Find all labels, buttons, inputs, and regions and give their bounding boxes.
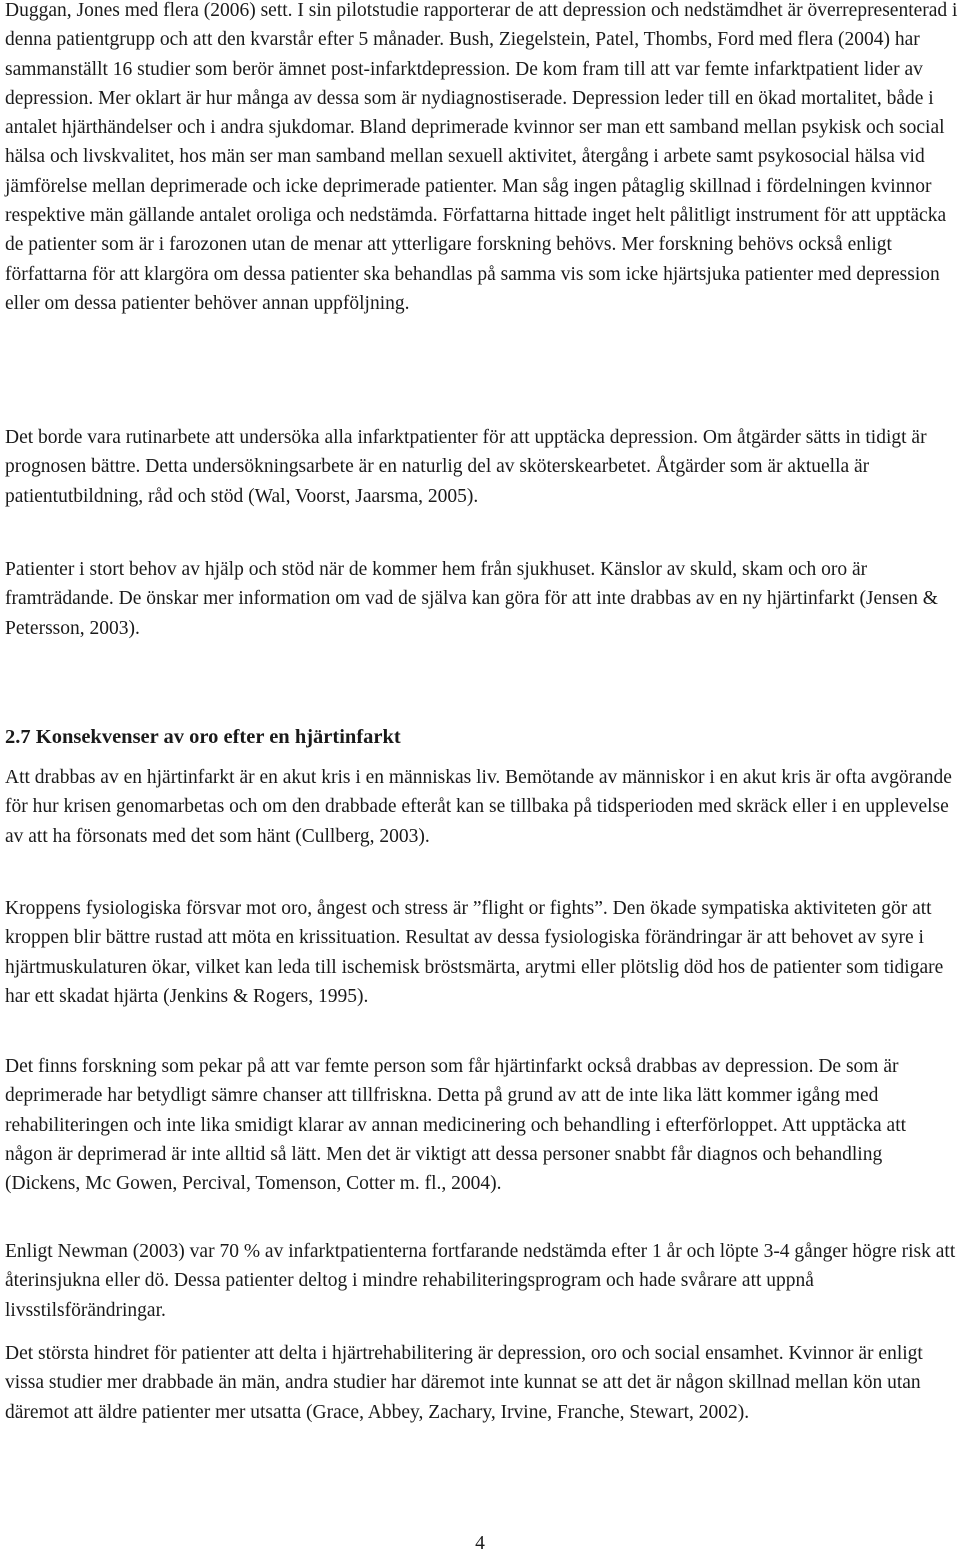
section-heading: 2.7 Konsekvenser av oro efter en hjärtinfarkt — [5, 726, 401, 748]
page-number: 4 — [475, 1533, 485, 1554]
body-paragraph-depression-studies: Duggan, Jones med flera (2006) sett. I sin pilotstudie rapporterar de att depression och nedstämdhet är överrepresenterad i denna patientgrupp och att den kvarstår efter 5 månader. Bush, Ziegelstein, Patel, Thombs, Ford med flera (2004) har sammanställt 16 studier som berör ämnet post-infarktdepression. De kom fram till att var femte infarktpatient lider av depression. Mer oklart är hur många av dessa som är nydiagnostiserade. Depression leder till en ökad mortalitet, både i antalet hjärthändelser och i andra sjukdomar. Bland deprimerade kvinnor ser man ett samband mellan psykisk och social hälsa och livskvalitet, hos män ser man samband mellan sexuell aktivitet, återgång i arbete samt psykosocial hälsa vid jämförelse mellan deprimerade och icke deprimerade patienter. Man såg ingen påtaglig skillnad i fördelningen kvinnor respektive män gällande antalet oroliga och nedstämda. Författarna hittade inget helt pålitligt instrument för att upptäcka de patienter som är i farozonen utan de menar att ytterligare forskning behövs. Mer forskning behövs också enligt författarna för att klargöra om dessa patienter ska behandlas på samma vis som icke hjärtsjuka patienter med depression eller om dessa patienter behöver annan uppföljning. — [5, 0, 958, 314]
body-paragraph-depression-research: Det finns forskning som pekar på att var femte person som får hjärtinfarkt också drabbas av depression. De som är deprimerade har betydligt sämre chanser att tillfriskna. Detta på grund av att de inte lika lätt kommer igång med rehabiliteringen och inte lika smidigt klarar av annan medicinering och behandling i efterförloppet. Att upptäcka att någon är deprimerad är inte alltid så lätt. Men det är viktigt att dessa personer snabbt får diagnos och behandling (Dickens, Mc Gowen, Percival, Tomenson, Cotter m. fl., 2004). — [5, 1056, 907, 1195]
body-paragraph-routine-screening: Det borde vara rutinarbete att undersöka alla infarktpatienter för att upptäcka depression. Om åtgärder sätts in tidigt är prognosen bättre. Detta undersökningsarbete är en naturlig del av sköterskearbetet. Åtgärder som är aktuella är patientutbildning, råd och stöd (Wal, Voorst, Jaarsma, 2005). — [5, 427, 927, 507]
body-paragraph-rehabilitation-barriers: Det största hindret för patienter att delta i hjärtrehabilitering är depression, oro och social ensamhet. Kvinnor är enligt vissa studier mer drabbade än män, andra studier har däremot inte kunnat se att det är någon skillnad mellan kön utan däremot att äldre patienter mer utsatta (Grace, Abbey, Zachary, Irvine, Franche, Stewart, 2002). — [5, 1343, 923, 1423]
body-paragraph-patient-needs: Patienter i stort behov av hjälp och stöd när de kommer hem från sjukhuset. Känslor av skuld, skam och oro är framträdande. De önskar mer information om vad de själva kan göra för att inte drabbas av en ny hjärtinfarkt (Jensen & Petersson, 2003). — [5, 559, 938, 639]
body-paragraph-physiological-defense: Kroppens fysiologiska försvar mot oro, ångest och stress är ”flight or fights”. Den ökade sympatiska aktiviteten gör att kroppen blir bättre rustad att möta en krissituation. Resultat av dessa fysiologiska förändringar är att behovet av syre i hjärtmuskulaturen ökar, vilket kan leda till ischemisk bröstsmärta, arytmi eller plötslig död hos de patienter som tidigare har ett skadat hjärta (Jenkins & Rogers, 1995). — [5, 898, 944, 1007]
body-paragraph-acute-crisis: Att drabbas av en hjärtinfarkt är en akut kris i en människas liv. Bemötande av människor i en akut kris är ofta avgörande för hur krisen genomarbetas och om den drabbade efteråt kan se tillbaka på tidsperioden med skräck eller i en upplevelse av att ha försonats med det som hänt (Cullberg, 2003). — [5, 767, 952, 847]
body-paragraph-newman-study: Enligt Newman (2003) var 70 % av infarktpatienterna fortfarande nedstämda efter 1 år och löpte 3-4 gånger högre risk att återinsjukna eller dö. Dessa patienter deltog i mindre rehabiliteringsprogram och hade svårare att uppnå livsstilsförändringar. — [5, 1241, 956, 1321]
